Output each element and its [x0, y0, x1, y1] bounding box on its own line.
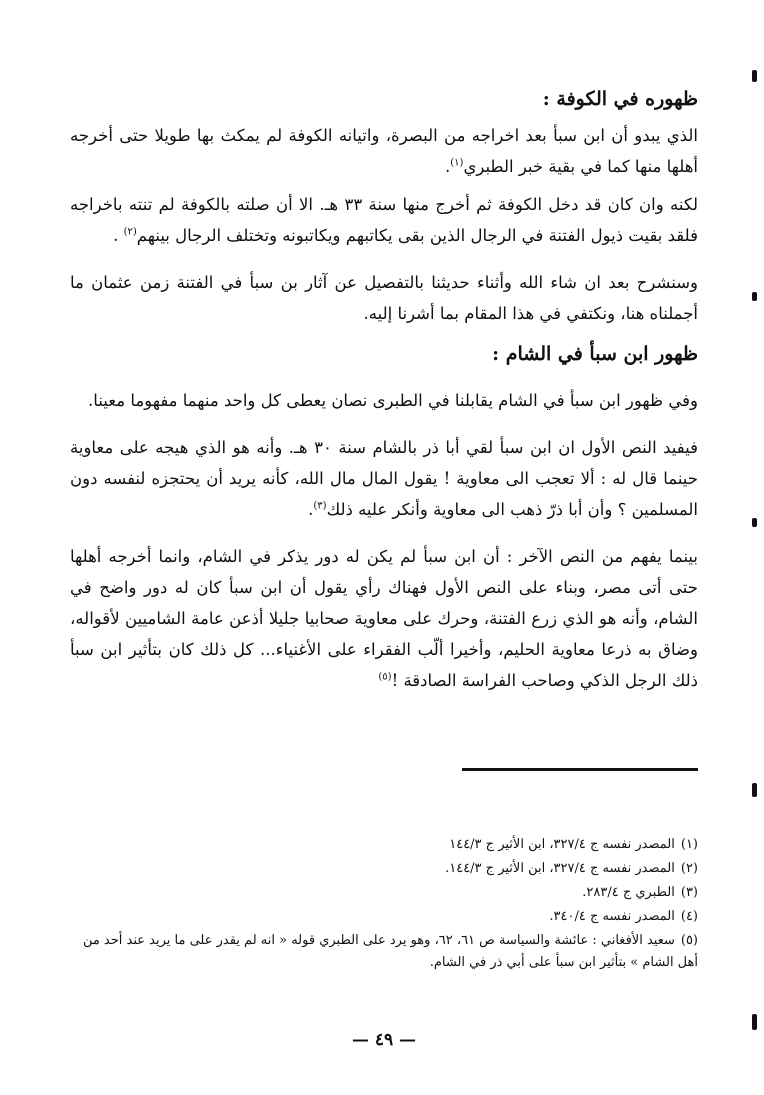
scan-edge-mark: [752, 70, 757, 82]
footnote: [70, 834, 698, 856]
paragraph: وسنشرح بعد ان شاء الله وأثناء حديثنا بالتفصيل عن آثار بن سبأ في الفتنة زمن عثمان ما أجملناه هنا، ونكتفي في هذا المقام بما أشرنا إليه.: [70, 273, 698, 323]
footnote-text: سعيد الأفغاني : عائشة والسياسة ص ٦١، ٦٢، وهو يرد على الطبري قوله « انه لم يقدر على ما يريد عند أحد من أهل الشام » بتأثير ابن سبأ على أبي ذر في الشام.: [82, 933, 698, 970]
footnote-reference: (١): [450, 157, 464, 169]
paragraph: بينما يفهم من النص الآخر : أن ابن سبأ لم يكن له دور يذكر في الشام، وانما أخرجه أهلها حتى أتى مصر، وبناء على النص الأول فهناك رأي يقول أن ابن سبأ كان له دور واضح في الشام، وأنه هو الذي زرع الفتنة، وحرك على معاوية صحابيا جليلا أذعن عامة الشاميين لأقواله، وضاق به ذرعا معاوية الحليم، وأخيرا ألّب الفقراء على الأغنياء... كل ذلك كان بتأثير ابن سبأ ذلك الرجل الذكي وصاحب الفراسة الصادقة !$^{(٥)}$: [70, 547, 698, 690]
footnote-text: المصدر نفسه ج ٣٢٧/٤، ابن الأثير ج ١٤٤/٣: [449, 837, 675, 852]
section-heading-sham: ظهور ابن سبأ في الشام :: [492, 343, 698, 365]
footnote-text: الطبري ج ٢٨٣/٤.: [582, 885, 675, 900]
scan-edge-mark: [752, 783, 757, 797]
footnote-number: (٢): [680, 861, 698, 876]
footnote: [70, 858, 698, 880]
footnote-reference: (٢): [123, 226, 137, 238]
footnote-number: (٤): [680, 909, 698, 924]
paragraph: فيفيد النص الأول ان ابن سبأ لقي أبا ذر بالشام سنة ٣٠ هـ. وأنه هو الذي هيجه على معاوية حينما قال له : ألا تعجب الى معاوية ! يقول المال مال الله، كأنه يريد أن يحتجزه لنفسه دون المسلمين ؟ وأن أبا ذرّ ذهب الى معاوية وأنكر عليه ذلك$^{(٣)}$.: [70, 438, 698, 519]
footnote-reference: (٣): [313, 500, 327, 512]
scan-edge-mark: [752, 518, 757, 527]
page-number: — ٤٩ —: [351, 1030, 417, 1050]
page-body: [70, 78, 698, 1068]
footnote: [70, 882, 698, 904]
footnote: [70, 930, 698, 974]
paragraph: لكنه وان كان قد دخل الكوفة ثم أخرج منها سنة ٣٣ هـ. الا أن صلته بالكوفة لم تنته باخراجه فلقد بقيت ذيول الفتنة في الرجال الذين بقى يكاتبهم ويكاتبونه وتختلف الرجال بينهم$^{(٢)}$ .: [70, 195, 698, 245]
footnote-text: المصدر نفسه ج ٣٢٧/٤، ابن الأثير ج ١٤٤/٣.: [445, 861, 675, 876]
paragraph: الذي يبدو أن ابن سبأ بعد اخراجه من البصرة، واتيانه الكوفة لم يمكث بها طويلا حتى أخرجه أهلها منها كما في بقية خبر الطبري$^{(١)}$.: [70, 126, 698, 176]
scan-edge-mark: [752, 1014, 757, 1030]
paragraph: وفي ظهور ابن سبأ في الشام يقابلنا في الطبرى نصان يعطى كل واحد منهما مفهوما معينا.: [88, 391, 698, 410]
footnote-text: المصدر نفسه ج ٣٤٠/٤.: [549, 909, 675, 924]
footnote-number: (٥): [680, 933, 698, 948]
footnote-number: (١): [680, 837, 698, 852]
scan-edge-mark: [752, 292, 757, 301]
footnote-separator: [462, 768, 698, 771]
section-heading-kufa: ظهوره في الكوفة :: [542, 88, 698, 110]
footnotes: [70, 834, 698, 976]
footnote-number: (٣): [680, 885, 698, 900]
footnote: [70, 906, 698, 928]
footnote-reference: (٥): [378, 671, 392, 683]
